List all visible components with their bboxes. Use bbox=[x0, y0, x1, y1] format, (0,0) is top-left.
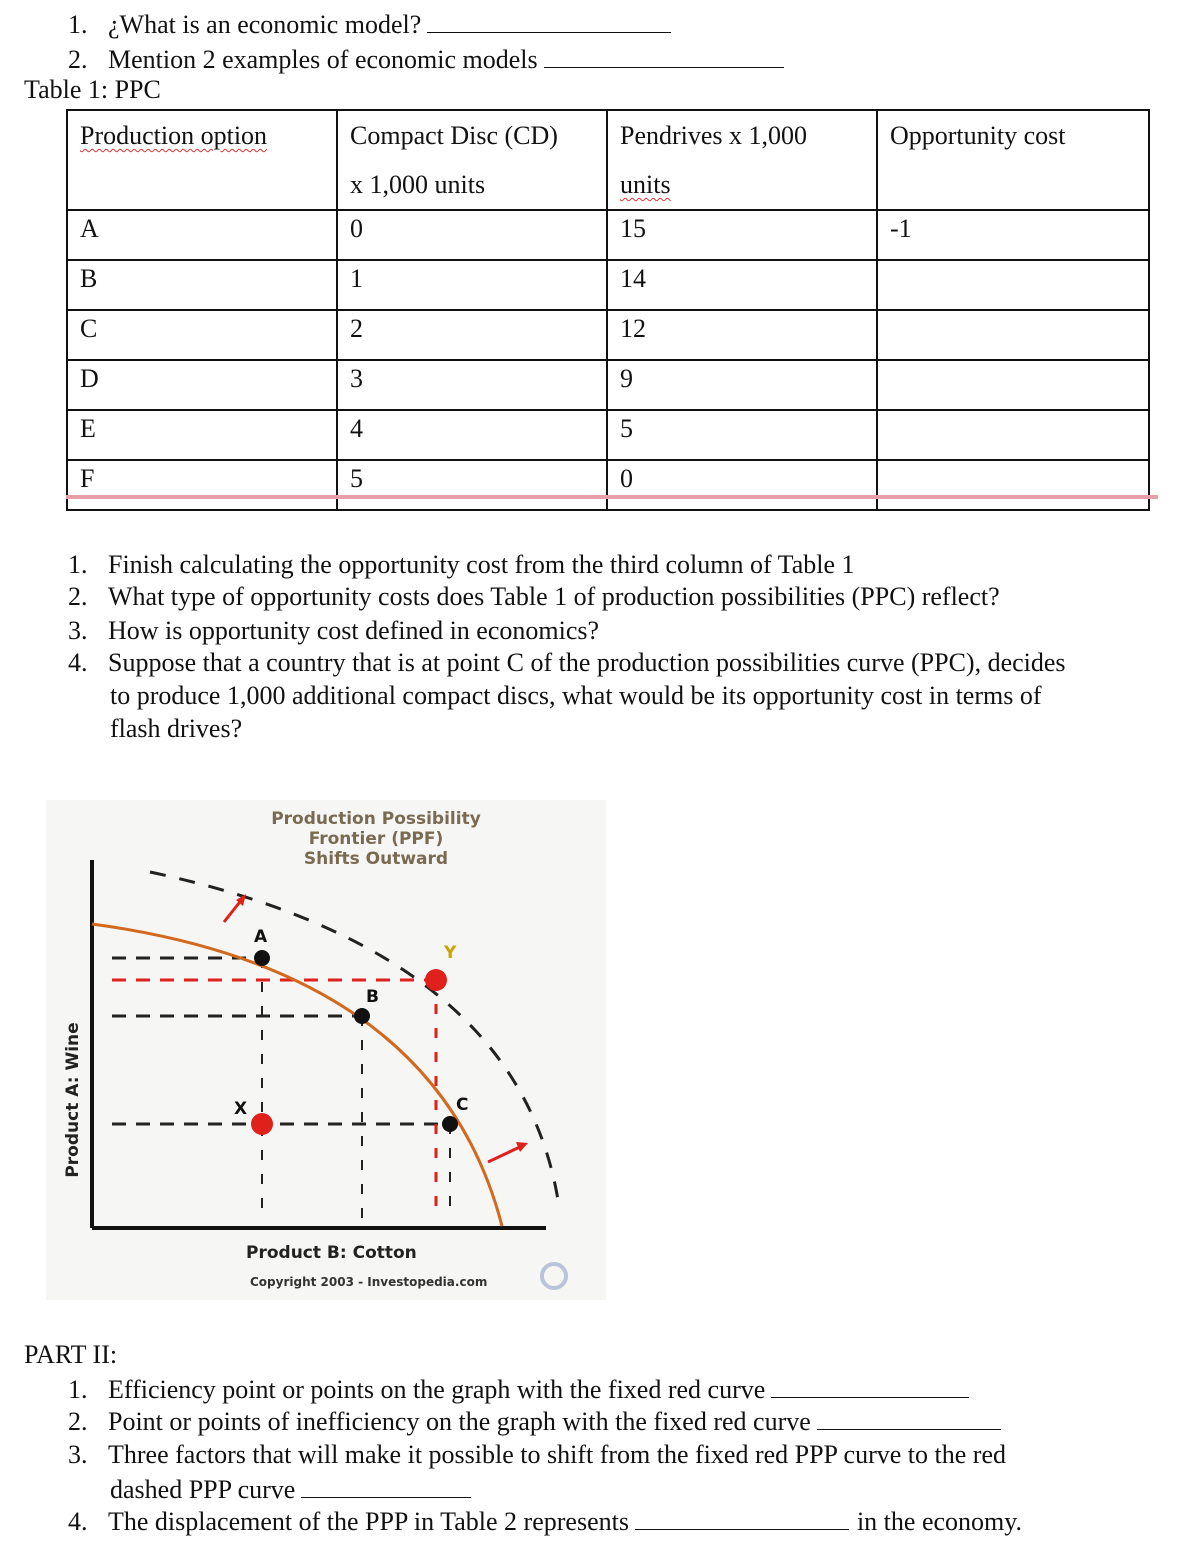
intro-question-1: 1. ¿What is an economic model? bbox=[68, 8, 671, 41]
cell-opportunity-cost[interactable]: -1 bbox=[877, 210, 1149, 260]
copyright-text: Copyright 2003 - Investopedia.com bbox=[250, 1275, 488, 1289]
cell-pendrives: 5 bbox=[607, 410, 877, 460]
ppf-graph-svg bbox=[46, 800, 606, 1300]
fixed-ppf-curve bbox=[92, 924, 502, 1226]
table-caption: Table 1: PPC bbox=[24, 75, 161, 104]
question-1: 1. Finish calculating the opportunity cost from the third column of Table 1 bbox=[68, 550, 855, 579]
cell-cd: 4 bbox=[337, 410, 607, 460]
table-row bbox=[67, 360, 1149, 410]
question-2: 2. What type of opportunity costs does Table 1 of production possibilities (PPC) reflect? bbox=[68, 582, 1000, 611]
shift-arrow-bottom-line bbox=[488, 1146, 522, 1162]
highlight-line bbox=[66, 495, 1158, 499]
part2-answer-blank-3[interactable] bbox=[301, 1473, 471, 1498]
part2-heading: PART II: bbox=[24, 1340, 118, 1369]
label-y: Y bbox=[444, 943, 457, 963]
cell-cd: 3 bbox=[337, 360, 607, 410]
cell-option: F bbox=[67, 460, 337, 510]
part2-question-3: 3. Three factors that will make it possible to shift from the fixed red PPP curve to the red bbox=[68, 1440, 1006, 1469]
intro-question-2: 2. Mention 2 examples of economic models bbox=[68, 43, 784, 76]
cell-option: A bbox=[67, 210, 337, 260]
cell-pendrives: 14 bbox=[607, 260, 877, 310]
cell-option: B bbox=[67, 260, 337, 310]
label-x: X bbox=[234, 1099, 248, 1119]
header-pendrives: Pendrives x 1,000 units bbox=[607, 110, 877, 210]
graph-title-line1: Production Possibility bbox=[271, 809, 481, 829]
part2-question-2: 2. Point or points of inefficiency on the graph with the fixed red curve bbox=[68, 1405, 1001, 1438]
cell-option: D bbox=[67, 360, 337, 410]
question-4-line3: flash drives? bbox=[110, 714, 243, 743]
cell-opportunity-cost[interactable] bbox=[877, 310, 1149, 360]
dashed-outer-ppf-curve bbox=[150, 872, 558, 1200]
graph-title-line2: Frontier (PPF) bbox=[308, 829, 444, 849]
answer-blank-1[interactable] bbox=[427, 8, 671, 33]
point-a bbox=[254, 950, 270, 966]
cell-pendrives: 0 bbox=[607, 460, 877, 510]
point-y bbox=[425, 969, 447, 991]
part2-answer-blank-1[interactable] bbox=[771, 1373, 969, 1398]
cell-option: E bbox=[67, 410, 337, 460]
point-b bbox=[354, 1008, 370, 1024]
part2-question-4: 4. The displacement of the PPP in Table 2 represents in the economy. bbox=[68, 1507, 1023, 1536]
cell-opportunity-cost[interactable] bbox=[877, 410, 1149, 460]
graph-title-line3: Shifts Outward bbox=[303, 849, 449, 869]
cell-pendrives: 15 bbox=[607, 210, 877, 260]
cell-opportunity-cost[interactable] bbox=[877, 460, 1149, 510]
x-axis-label: Product B: Cotton bbox=[246, 1243, 417, 1263]
label-a: A bbox=[254, 927, 268, 947]
answer-blank-2[interactable] bbox=[544, 43, 784, 68]
header-production-option: Production option bbox=[67, 110, 337, 210]
cell-opportunity-cost[interactable] bbox=[877, 260, 1149, 310]
part2-question-1: 1. Efficiency point or points on the graph with the fixed red curve bbox=[68, 1373, 969, 1406]
cell-opportunity-cost[interactable] bbox=[877, 360, 1149, 410]
cell-cd: 1 bbox=[337, 260, 607, 310]
table-header-row bbox=[67, 110, 1149, 210]
question-4-line2: to produce 1,000 additional compact discs, what would be its opportunity cost in terms of bbox=[110, 681, 1042, 710]
table-row bbox=[67, 210, 1149, 260]
header-cd: Compact Disc (CD) x 1,000 units bbox=[337, 110, 607, 210]
table-row bbox=[67, 310, 1149, 360]
table-row bbox=[67, 260, 1149, 310]
header-opportunity-cost: Opportunity cost bbox=[877, 110, 1149, 210]
point-c bbox=[442, 1116, 458, 1132]
cell-pendrives: 9 bbox=[607, 360, 877, 410]
cell-pendrives: 12 bbox=[607, 310, 877, 360]
copyright-logo-icon bbox=[542, 1264, 566, 1288]
label-c: C bbox=[456, 1095, 469, 1115]
y-axis-label: Product A: Wine bbox=[63, 1022, 83, 1178]
table-row bbox=[67, 410, 1149, 460]
ppc-table bbox=[66, 109, 1150, 511]
cell-option: C bbox=[67, 310, 337, 360]
part2-question-3-line2: dashed PPP curve bbox=[110, 1473, 471, 1506]
ppf-graph bbox=[46, 800, 606, 1300]
cell-cd: 5 bbox=[337, 460, 607, 510]
question-3: 3. How is opportunity cost defined in economics? bbox=[68, 616, 600, 645]
cell-cd: 0 bbox=[337, 210, 607, 260]
question-4: 4. Suppose that a country that is at point C of the production possibilities curve (PPC), decides bbox=[68, 648, 1066, 677]
point-x bbox=[251, 1113, 273, 1135]
cell-cd: 2 bbox=[337, 310, 607, 360]
part2-answer-blank-2[interactable] bbox=[817, 1405, 1001, 1430]
label-b: B bbox=[366, 987, 379, 1007]
part2-answer-blank-4[interactable] bbox=[635, 1505, 849, 1530]
table-row bbox=[67, 460, 1149, 510]
